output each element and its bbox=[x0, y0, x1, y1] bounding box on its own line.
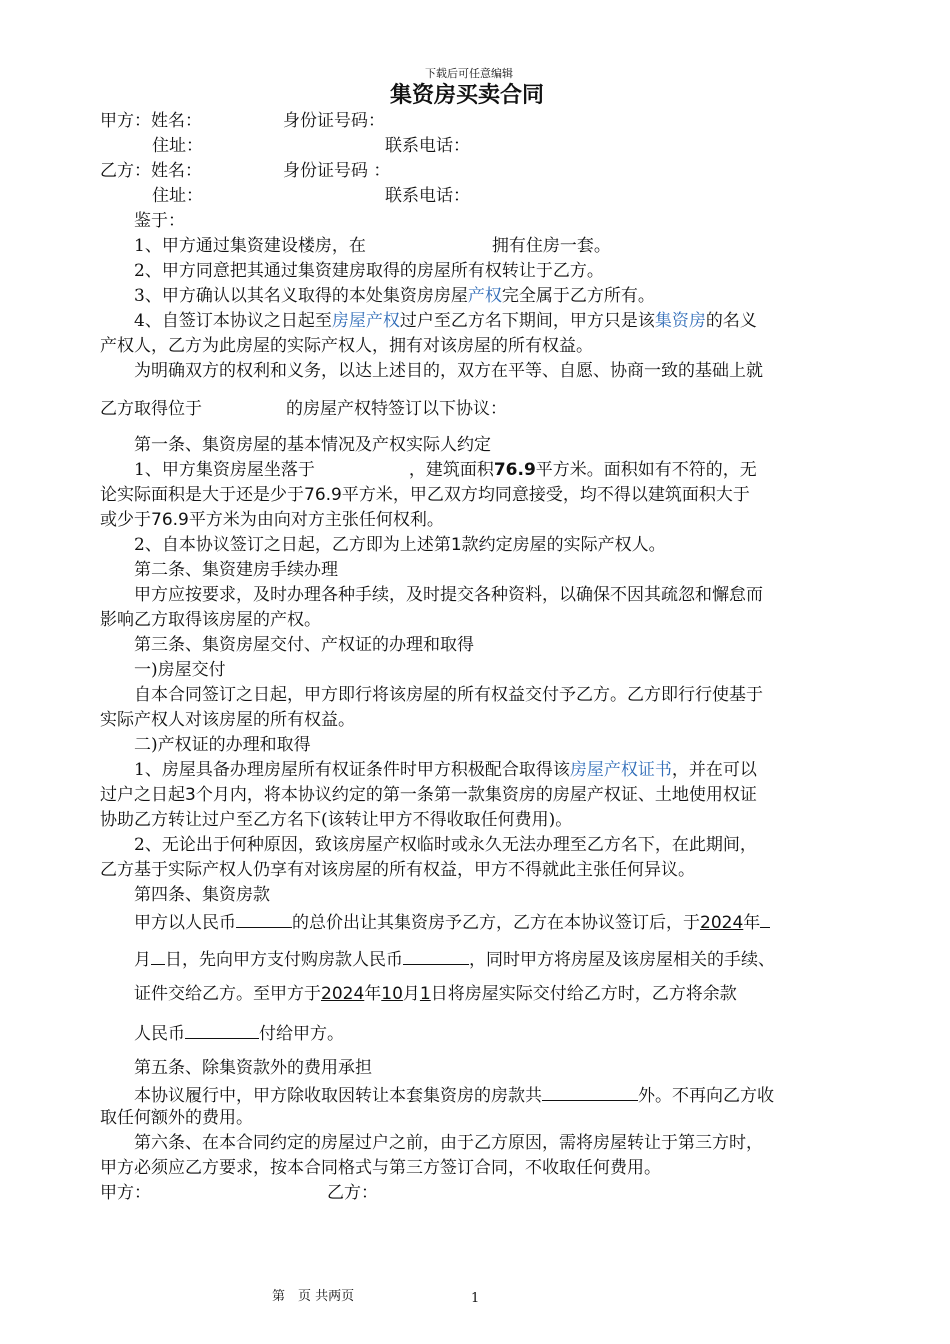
article-4-heading: 第四条、集资房款 bbox=[134, 885, 270, 905]
blank-balance bbox=[185, 1020, 259, 1039]
month-value: 10 bbox=[381, 984, 403, 1004]
article-4-line-2 bbox=[134, 946, 775, 971]
area-value-3: 76.9 bbox=[151, 510, 189, 530]
article-4-line-4-text-b: 付给甲方。 bbox=[259, 1024, 344, 1044]
article-3-sub-2-p1 bbox=[134, 759, 757, 781]
article-4-line-2-text-a: 月 bbox=[134, 950, 151, 970]
whereas-item-3-text-a: 3、甲方确认以其名义取得的本处集资房房屋 bbox=[134, 286, 468, 306]
article-2-line-2: 影响乙方取得该房屋的产权。 bbox=[100, 610, 321, 630]
article-4-line-2-text-b: 日，先向甲方支付购房款人民币 bbox=[165, 950, 403, 970]
footer-page-number: 1 bbox=[471, 1291, 480, 1306]
purpose-line-1: 为明确双方的权利和义务，以达上述目的，双方在平等、自愿、协商一致的基础上就 bbox=[134, 361, 763, 381]
whereas-item-3-text-b: 完全属于乙方所有。 bbox=[501, 286, 655, 306]
party-b-name-label: 乙方：姓名： bbox=[100, 161, 202, 181]
article-5-line-1-text-a: 本协议履行中，甲方除收取因转让本套集资房的房款共 bbox=[134, 1086, 542, 1106]
party-a-phone-label: 联系电话： bbox=[385, 136, 470, 156]
article-4-line-1-text-b: 的总价出让其集资房予乙方，乙方在本协议签订后，于 bbox=[292, 913, 700, 933]
article-1-p1 bbox=[134, 459, 757, 481]
article-1-p2-text-a: 2、自本协议签订之日起，乙方即为上述第 bbox=[134, 535, 451, 555]
whereas-item-3 bbox=[134, 285, 655, 307]
whereas-item-4-text-c: 的名义 bbox=[705, 311, 757, 331]
header-note: 下载后可任意编辑 bbox=[425, 67, 513, 80]
article-1-heading: 第一条、集资房屋的基本情况及产权实际人约定 bbox=[134, 435, 491, 455]
article-1-p1-line-3-text-a: 或少于 bbox=[100, 510, 151, 530]
link-property-right[interactable]: 产权 bbox=[467, 286, 502, 306]
signature-party-b: 乙方： bbox=[327, 1183, 378, 1203]
whereas-item-1-text-b: 拥有住房一套。 bbox=[491, 236, 611, 256]
purpose-line-2 bbox=[100, 398, 507, 420]
whereas-item-1-text-a: 1、甲方通过集资建设楼房，在 bbox=[134, 236, 366, 256]
article-1-p1-line-3 bbox=[100, 509, 444, 531]
year-value-2: 2024 bbox=[321, 984, 365, 1004]
party-a-name-label: 甲方：姓名： bbox=[100, 111, 202, 131]
party-a-id-label: 身份证号码： bbox=[283, 111, 385, 131]
article-3-sub-1: 一)房屋交付 bbox=[134, 660, 226, 680]
area-value-2: 76.9 bbox=[304, 485, 342, 505]
article-4-line-3-text-c: 月 bbox=[402, 984, 420, 1004]
article-3-sub-2-p1-line-2-text-a: 过户之日起 bbox=[100, 785, 185, 805]
blank-down-payment bbox=[403, 946, 469, 965]
article-5-line-1 bbox=[134, 1082, 774, 1107]
article-4-line-4-text-a: 人民币 bbox=[134, 1024, 185, 1044]
footer-page-text: 第 页 共两页 bbox=[272, 1289, 355, 1304]
article-5-line-1-text-b: 外。不再向乙方收 bbox=[638, 1086, 774, 1106]
article-5-heading: 第五条、除集资款外的费用承担 bbox=[134, 1058, 372, 1078]
party-a-address-label: 住址： bbox=[152, 136, 203, 156]
whereas-item-2: 2、甲方同意把其通过集资建房取得的房屋所有权转让于乙方。 bbox=[134, 261, 604, 281]
signature-party-a: 甲方： bbox=[100, 1183, 151, 1203]
whereas-item-1 bbox=[134, 235, 611, 257]
link-house-property-right[interactable]: 房屋产权 bbox=[331, 311, 400, 331]
article-1-p2-text-b: 款约定房屋的实际产权人。 bbox=[461, 535, 666, 555]
article-1-p1-line-2-text-b: 平方米，甲乙双方均同意接受，均不得以建筑面积大于 bbox=[341, 485, 750, 505]
article-1-p1-text-a: 1、甲方集资房屋坐落于 bbox=[134, 460, 315, 480]
day-value: 1 bbox=[419, 984, 431, 1004]
article-4-line-3-text-a: 证件交给乙方。至甲方于 bbox=[134, 984, 321, 1004]
article-3-sub-2-p1-line-2-text-b: 个月内，将本协议约定的第一条第一款集资房的房屋产权证、土地使用权证 bbox=[195, 785, 757, 805]
article-3-heading: 第三条、集资房屋交付、产权证的办理和取得 bbox=[134, 635, 474, 655]
purpose-line-2-text-b: 的房屋产权特签订以下协议： bbox=[286, 399, 507, 419]
article-3-sub-2-p1-text-a: 1、房屋具备办理房屋所有权证条件时甲方积极配合取得该 bbox=[134, 760, 570, 780]
article-4-line-1-text-a: 甲方以人民币 bbox=[134, 913, 236, 933]
year-value-1: 2024 bbox=[700, 913, 744, 933]
whereas-item-4-text-b: 过户至乙方名下期间，甲方只是该 bbox=[399, 311, 655, 331]
article-3-sub-2-p1-text-b: ，并在可以 bbox=[671, 760, 757, 780]
page-title: 集资房买卖合同 bbox=[390, 83, 545, 108]
blank-fee-amount bbox=[542, 1082, 638, 1101]
article-5-line-2: 取任何额外的费用。 bbox=[100, 1108, 253, 1128]
article-2-heading: 第二条、集资建房手续办理 bbox=[134, 560, 338, 580]
article-1-p2 bbox=[134, 534, 666, 556]
article-1-p1-line-2-text-a: 论实际面积是大于还是少于 bbox=[100, 485, 304, 505]
article-3-sub-2: 二)产权证的办理和取得 bbox=[134, 735, 311, 755]
whereas-item-4-line-2: 产权人，乙方为此房屋的实际产权人，拥有对该房屋的所有权益。 bbox=[100, 336, 593, 356]
article-4-line-2-text-c: ，同时甲方将房屋及该房屋相关的手续、 bbox=[469, 950, 775, 970]
link-collective-housing[interactable]: 集资房 bbox=[654, 311, 706, 331]
clause-number: 1 bbox=[450, 535, 462, 555]
article-1-p1-line-3-text-b: 平方米为由向对方主张任何权利。 bbox=[188, 510, 444, 530]
blank-day bbox=[151, 946, 165, 965]
blank-month bbox=[760, 909, 770, 928]
party-b-address-label: 住址： bbox=[152, 186, 203, 206]
article-1-p1-line-2 bbox=[100, 484, 750, 506]
party-b-id-label: 身份证号码 ： bbox=[283, 161, 391, 181]
whereas-item-4 bbox=[134, 310, 757, 332]
article-2-line-1: 甲方应按要求，及时办理各种手续，及时提交各种资料，以确保不因其疏忽和懈怠而 bbox=[134, 585, 763, 605]
article-4-line-3-text-b: 年 bbox=[364, 984, 382, 1004]
party-b-phone-label: 联系电话： bbox=[385, 186, 470, 206]
link-property-certificate[interactable]: 房屋产权证书 bbox=[569, 760, 672, 780]
article-4-line-4 bbox=[134, 1020, 344, 1045]
article-4-line-1 bbox=[134, 909, 770, 934]
article-3-sub-1-line-2: 实际产权人对该房屋的所有权益。 bbox=[100, 710, 355, 730]
article-3-sub-2-p2-line-2: 乙方基于实际产权人仍享有对该房屋的所有权益，甲方不得就此主张任何异议。 bbox=[100, 860, 695, 880]
article-4-line-3-text-d: 日将房屋实际交付给乙方时，乙方将余款 bbox=[430, 984, 737, 1004]
article-1-p1-text-c: 平方米。面积如有不符的，无 bbox=[535, 460, 757, 480]
article-3-sub-2-p1-line-2 bbox=[100, 784, 757, 806]
article-1-p1-text-b: ，建筑面积 bbox=[408, 460, 494, 480]
article-3-sub-1-line-1: 自本合同签订之日起，甲方即行将该房屋的所有权益交付予乙方。乙方即行行使基于 bbox=[134, 685, 763, 705]
article-3-sub-2-p2-line-1: 2、无论出于何种原因，致该房屋产权临时或永久无法办理至乙方名下，在此期间， bbox=[134, 835, 757, 855]
article-4-line-3 bbox=[134, 983, 737, 1005]
blank-total-price bbox=[236, 909, 292, 928]
months-value: 3 bbox=[185, 785, 196, 805]
purpose-line-2-text-a: 乙方取得位于 bbox=[100, 399, 202, 419]
article-6-line-1: 第六条、在本合同约定的房屋过户之前，由于乙方原因，需将房屋转让于第三方时， bbox=[134, 1133, 763, 1153]
whereas-heading: 鉴于： bbox=[134, 211, 185, 231]
article-4-line-1-text-c: 年 bbox=[743, 913, 761, 933]
article-3-sub-2-p1-line-3: 协助乙方转让过户至乙方名下(该转让甲方不得收取任何费用)。 bbox=[100, 810, 573, 830]
area-value: 76.9 bbox=[493, 460, 536, 480]
whereas-item-4-text-a: 4、自签订本协议之日起至 bbox=[134, 311, 332, 331]
article-6-line-2: 甲方必须应乙方要求，按本合同格式与第三方签订合同，不收取任何费用。 bbox=[100, 1158, 661, 1178]
